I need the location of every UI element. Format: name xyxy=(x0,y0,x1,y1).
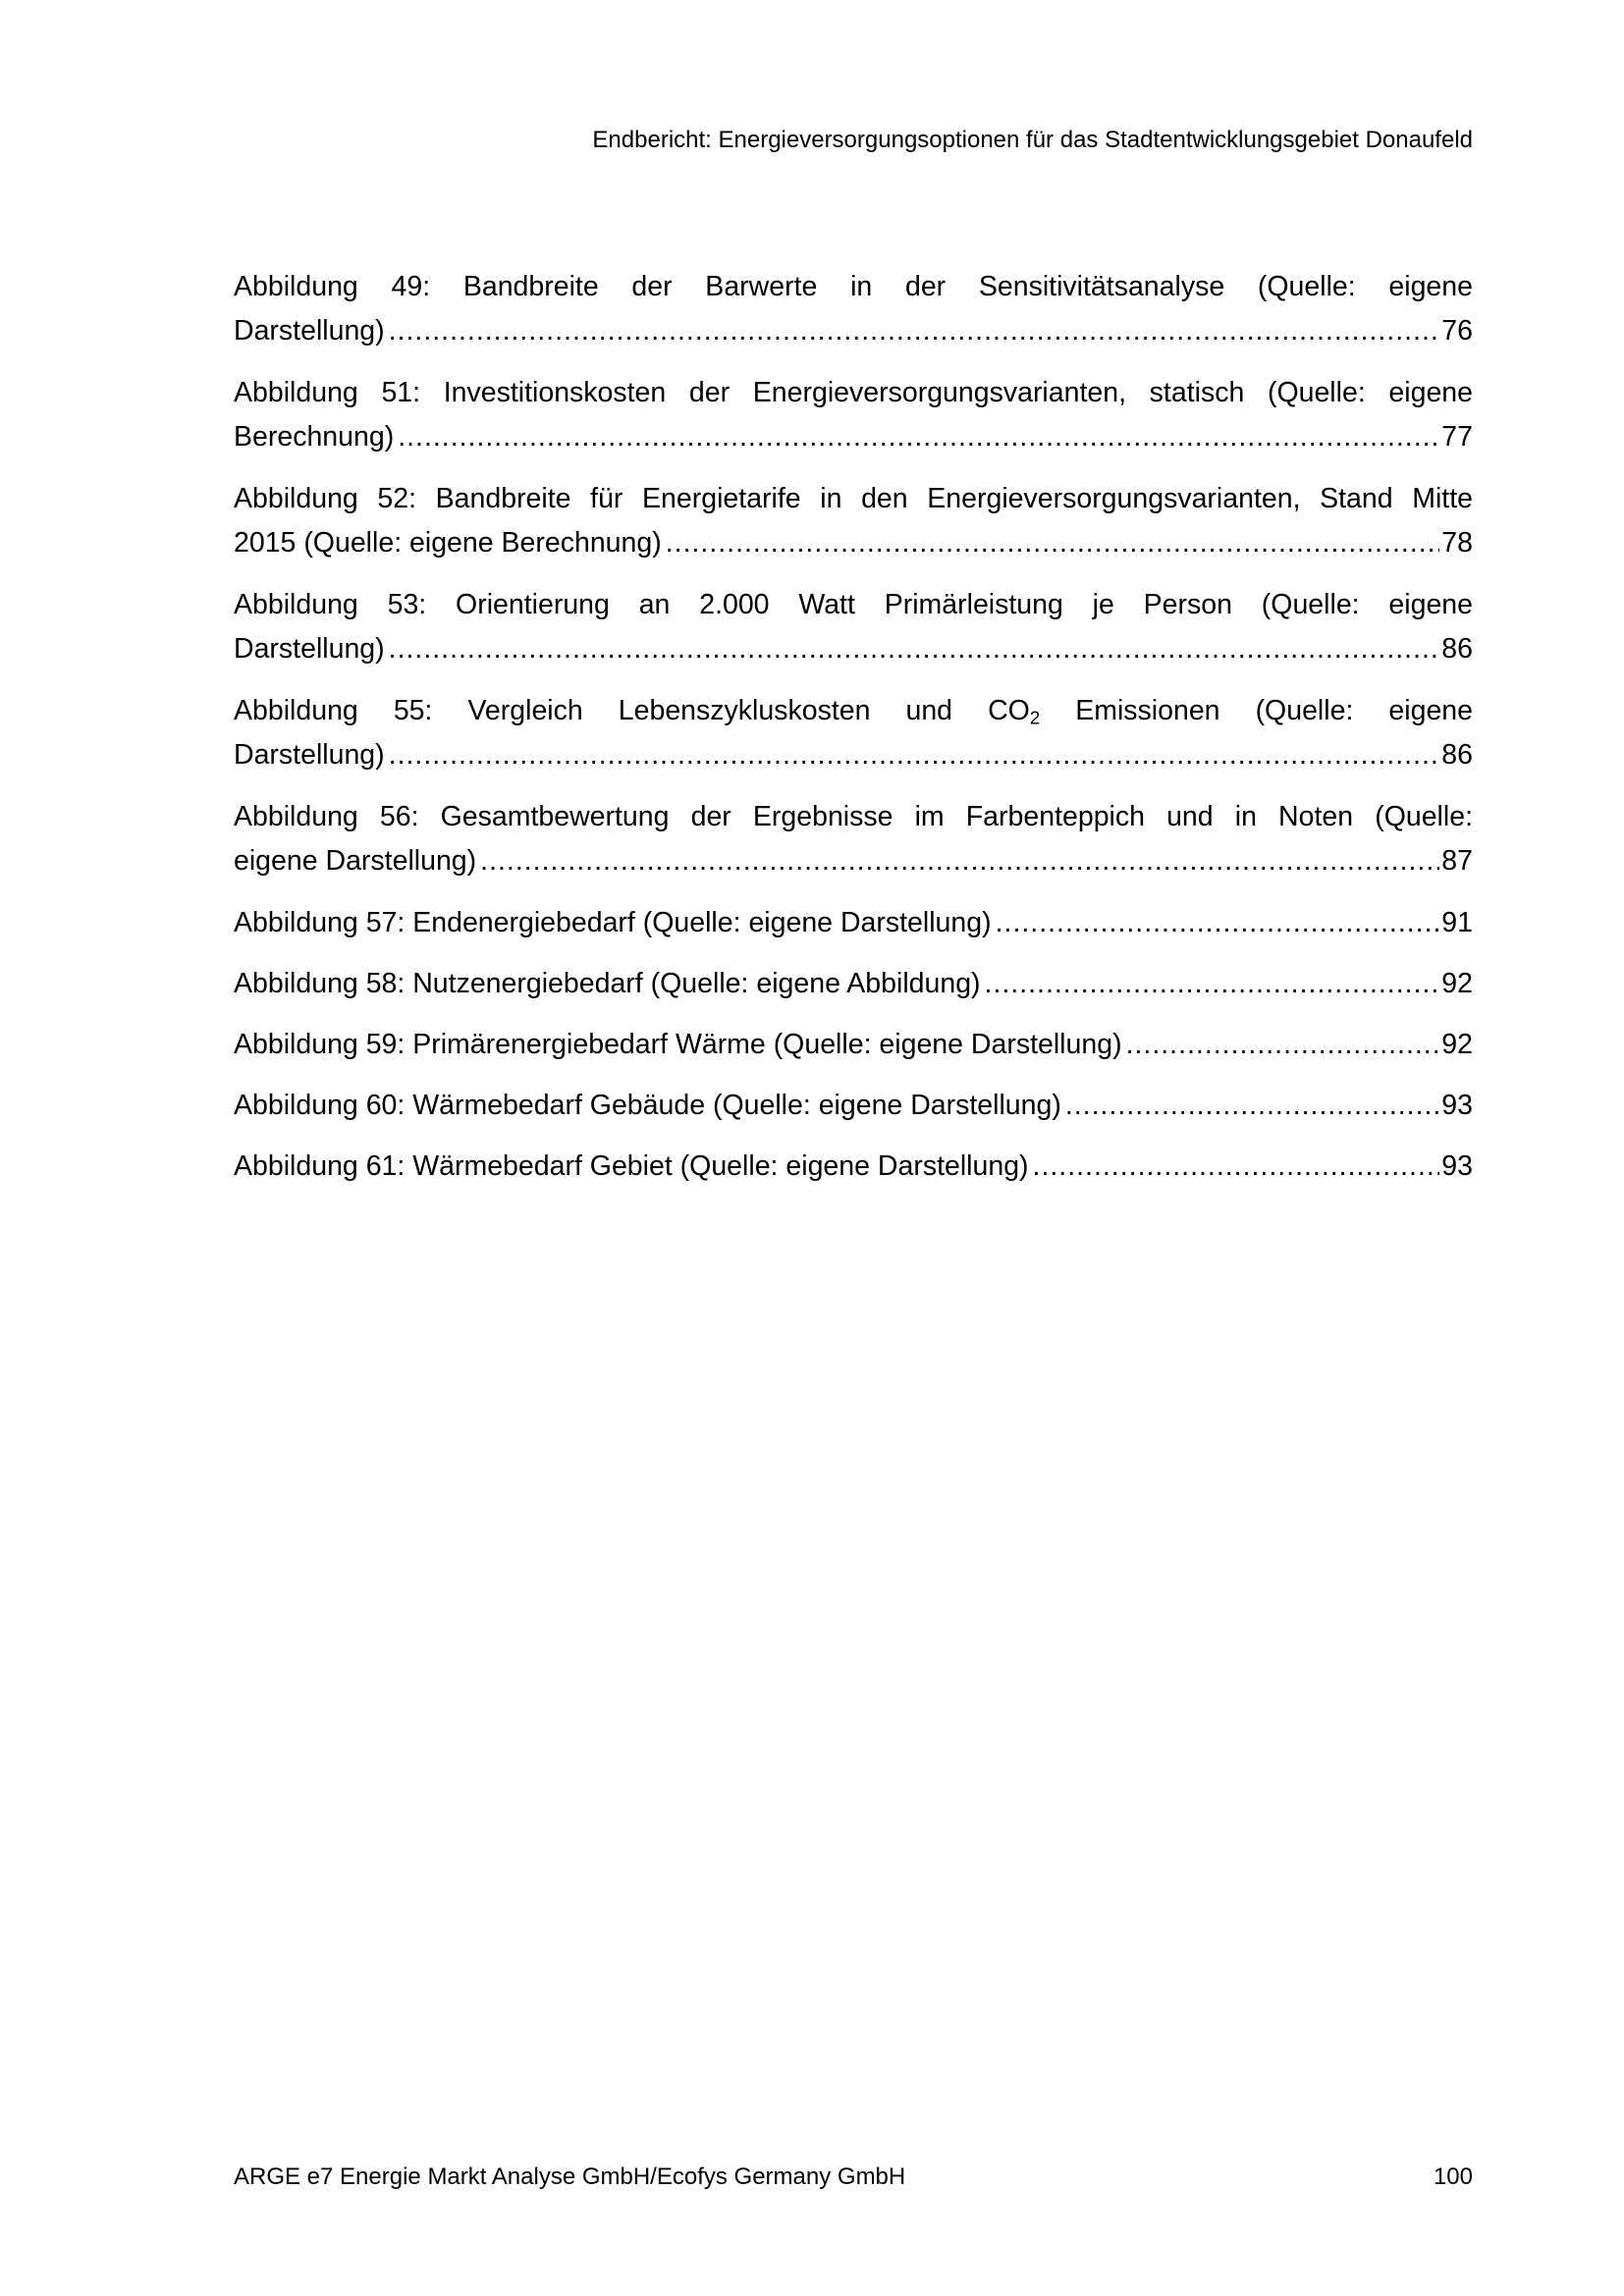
page-footer xyxy=(234,2163,1473,2192)
toc-entry[interactable] xyxy=(234,901,1473,945)
toc-entry[interactable] xyxy=(234,371,1473,459)
toc-entry-title: Abbildung 52: Bandbreite für Energietarife in den Energieversorgungsvarianten, Stand Mitte xyxy=(234,483,1473,514)
toc-entry[interactable] xyxy=(234,962,1473,1006)
dot-leader xyxy=(389,733,1440,777)
toc-entry[interactable] xyxy=(234,1145,1473,1189)
toc-entry[interactable] xyxy=(234,795,1473,883)
toc-entry[interactable] xyxy=(234,689,1473,777)
toc-entry-title: Abbildung 60: Wärmebedarf Gebäude (Quelle: eigene Darstellung) xyxy=(234,1090,1061,1121)
subscript: 2 xyxy=(1029,707,1041,728)
toc-page-number: 91 xyxy=(1441,907,1473,938)
toc-entry-title: Abbildung 56: Gesamtbewertung der Ergebnisse im Farbenteppich und in Noten (Quelle: xyxy=(234,801,1473,832)
toc-page-number: 86 xyxy=(1441,633,1473,665)
toc-entry-title: Abbildung 57: Endenergiebedarf (Quelle: eigene Darstellung) xyxy=(234,907,992,938)
toc-entry-title-part: Abbildung 55: Vergleich Lebenszykluskosten und CO xyxy=(234,695,1030,726)
toc-entry-title: Abbildung 61: Wärmebedarf Gebiet (Quelle: eigene Darstellung) xyxy=(234,1150,1029,1182)
toc-entry-title: Abbildung 53: Orientierung an 2.000 Watt Primärleistung je Person (Quelle: eigene xyxy=(234,589,1473,620)
list-of-figures xyxy=(234,265,1473,1205)
dot-leader xyxy=(985,962,1440,1006)
footer-company: ARGE e7 Energie Markt Analyse GmbH/Ecofys Germany GmbH xyxy=(234,2163,906,2190)
toc-entry[interactable] xyxy=(234,1084,1473,1128)
dot-leader xyxy=(1065,1084,1439,1128)
toc-page-number: 76 xyxy=(1441,315,1473,347)
dot-leader xyxy=(1126,1023,1440,1067)
toc-entry-title-continued: 2015 (Quelle: eigene Berechnung) xyxy=(234,527,662,559)
toc-entry-title-continued: Darstellung) xyxy=(234,315,385,347)
toc-entry[interactable] xyxy=(234,1023,1473,1067)
toc-entry-title-part: Emissionen (Quelle: eigene xyxy=(1040,695,1473,726)
toc-entry-title: Abbildung 59: Primärenergiebedarf Wärme (Quelle: eigene Darstellung) xyxy=(234,1029,1122,1060)
toc-page-number: 92 xyxy=(1441,968,1473,999)
toc-page-number: 86 xyxy=(1441,739,1473,771)
toc-entry[interactable] xyxy=(234,265,1473,353)
toc-page-number: 78 xyxy=(1441,527,1473,559)
dot-leader xyxy=(389,309,1440,353)
toc-entry-title-continued: Darstellung) xyxy=(234,633,385,665)
toc-entry[interactable] xyxy=(234,583,1473,671)
dot-leader xyxy=(666,521,1440,565)
toc-page-number: 93 xyxy=(1441,1090,1473,1121)
toc-entry-title: Abbildung 51: Investitionskosten der Energieversorgungsvarianten, statisch (Quelle: eigene xyxy=(234,377,1473,408)
toc-entry-title: Abbildung 58: Nutzenergiebedarf (Quelle: eigene Abbildung) xyxy=(234,968,981,999)
dot-leader xyxy=(1033,1145,1440,1189)
toc-entry[interactable] xyxy=(234,477,1473,565)
running-header: Endbericht: Energieversorgungsoptionen für das Stadtentwicklungsgebiet Donaufeld xyxy=(592,127,1473,153)
dot-leader xyxy=(389,627,1440,671)
dot-leader xyxy=(480,839,1439,883)
dot-leader xyxy=(996,901,1440,945)
toc-entry-title: Abbildung 49: Bandbreite der Barwerte in der Sensitivitätsanalyse (Quelle: eigene xyxy=(234,271,1473,302)
toc-entry-title-continued: Berechnung) xyxy=(234,421,395,453)
toc-page-number: 92 xyxy=(1441,1029,1473,1060)
toc-entry-title-continued: eigene Darstellung) xyxy=(234,845,477,877)
toc-page-number: 77 xyxy=(1441,421,1473,453)
toc-entry-title xyxy=(234,689,1473,733)
toc-page-number: 93 xyxy=(1441,1150,1473,1182)
toc-page-number: 87 xyxy=(1441,845,1473,877)
toc-entry-title-continued: Darstellung) xyxy=(234,739,385,771)
dot-leader xyxy=(398,415,1439,459)
footer-page-number: 100 xyxy=(1433,2163,1473,2190)
